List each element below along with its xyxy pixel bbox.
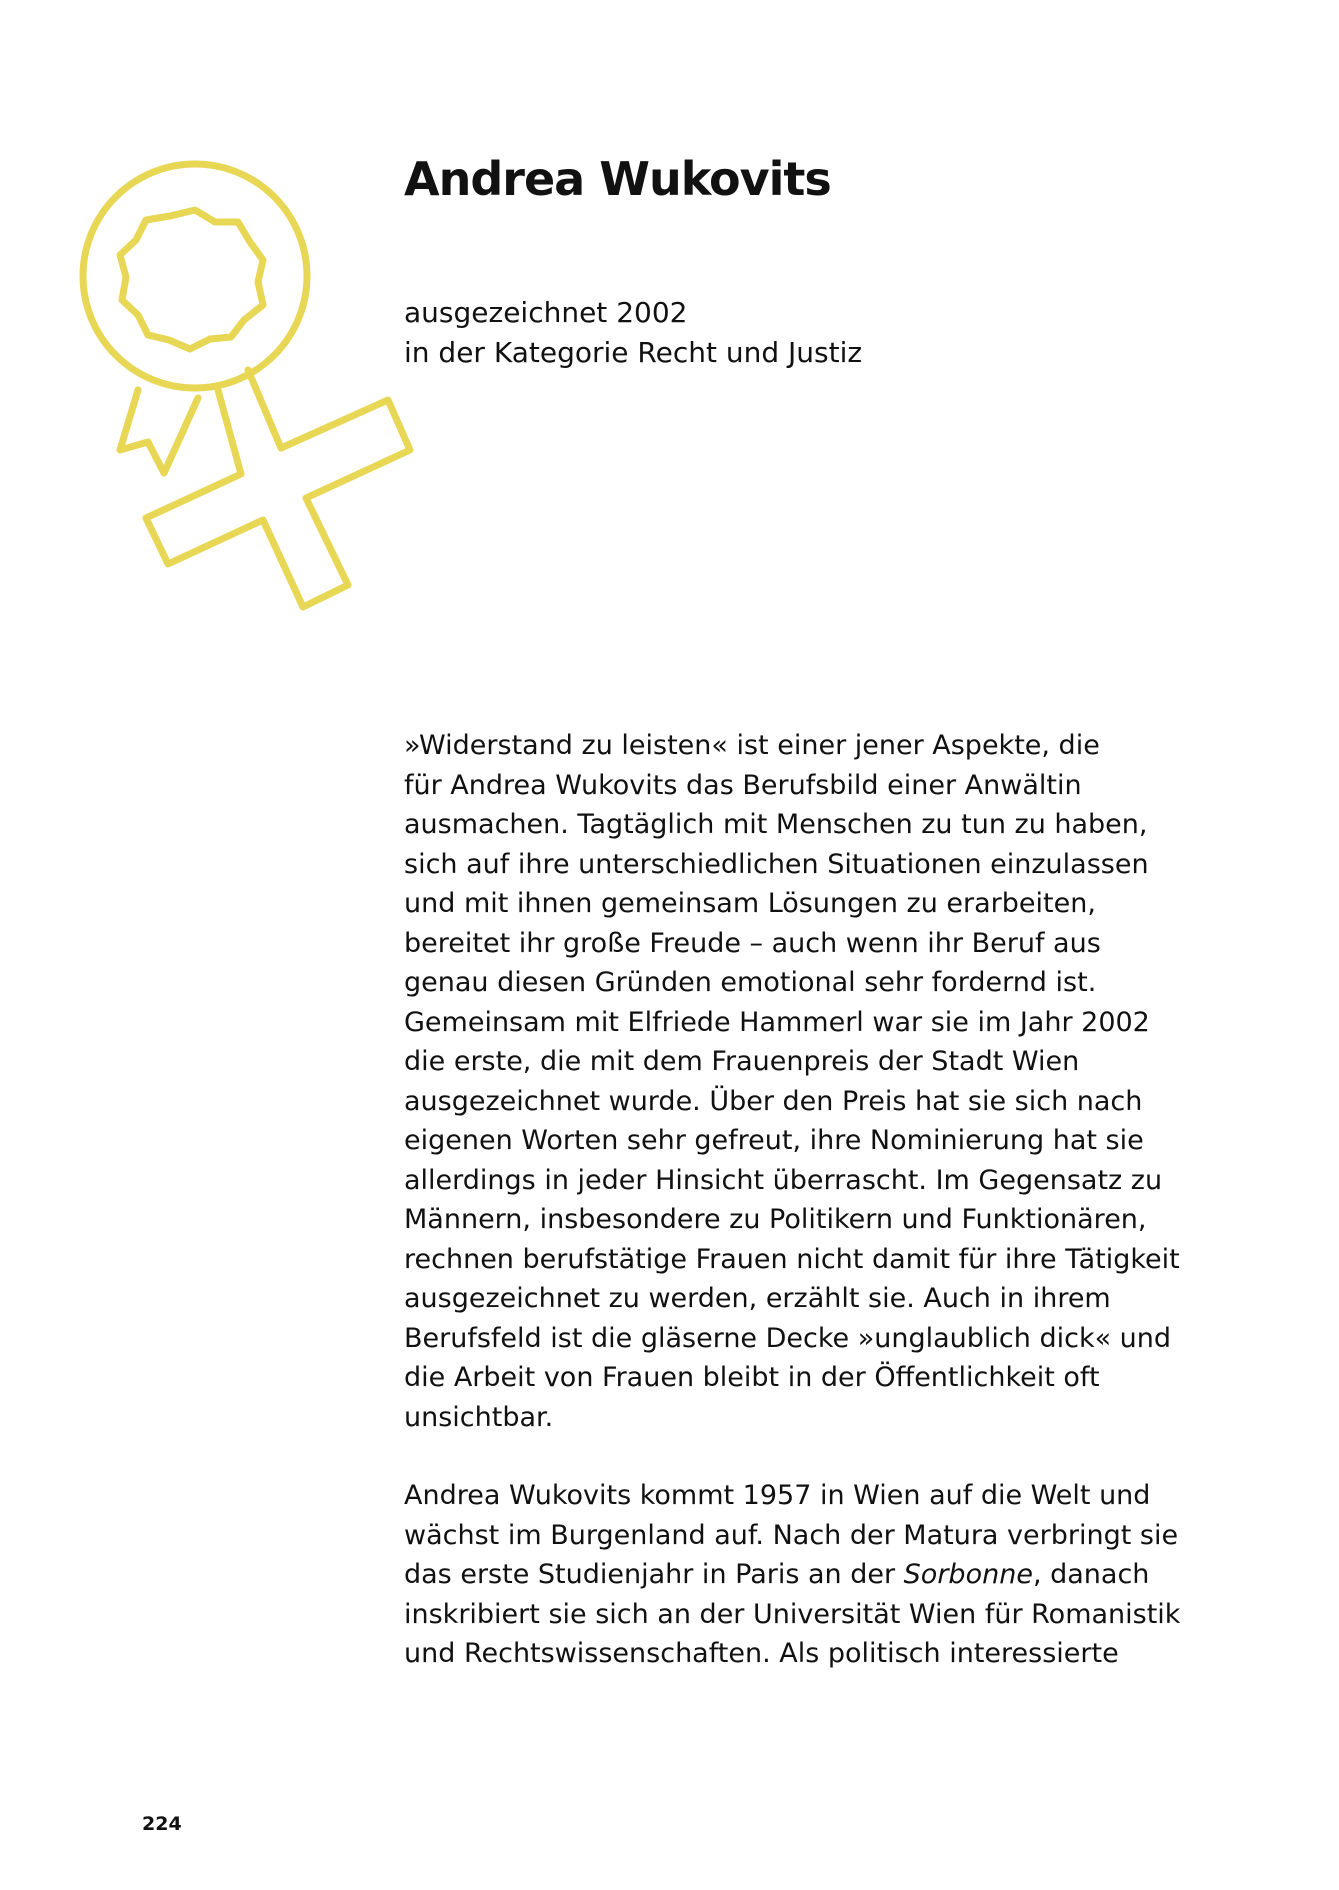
text-line: wächst im Burgenland auf. Nach der Matura verbringt sie [404,1519,1179,1551]
page-title: Andrea Wukovits [404,152,831,206]
text-line: inskribiert sie sich an der Universität Wien für Romanistik [404,1598,1181,1630]
text-line: unsichtbar. [404,1401,554,1433]
award-subtitle [404,293,1204,373]
text-line: allerdings in jeder Hinsicht überrascht. Im Gegensatz zu [404,1164,1163,1196]
text-line: »Widerstand zu leisten« ist einer jener Aspekte, die [404,730,1100,761]
text-line: für Andrea Wukovits das Berufsbild einer Anwältin [404,769,1082,801]
award-category: in der Kategorie Recht und Justiz [404,336,863,369]
text-line: ausmachen. Tagtäglich mit Menschen zu tun zu haben, [404,809,1148,840]
text-line: ausgezeichnet wurde. Über den Preis hat sie sich nach [404,1085,1143,1117]
text-line: die Arbeit von Frauen bleibt in der Öffentlichkeit oft [404,1362,1100,1393]
text-line: sich auf ihre unterschiedlichen Situationen einzulassen [404,848,1149,880]
page-number: 224 [142,1813,182,1835]
text-line: Andrea Wukovits kommt 1957 in Wien auf die Welt und [404,1480,1151,1511]
text-line: eigenen Worten sehr gefreut, ihre Nominierung hat sie [404,1125,1144,1156]
text-line: und Rechtswissenschaften. Als politisch interessierte [404,1638,1119,1669]
award-emblem-icon [78,160,418,630]
text-line: ausgezeichnet zu werden, erzählt sie. Auch in ihrem [404,1283,1111,1314]
award-year: ausgezeichnet 2002 [404,296,688,329]
text-line: bereitet ihr große Freude – auch wenn ihr Beruf aus [404,927,1101,959]
text-run: das erste Studienjahr in Paris an der [404,1559,904,1590]
paragraph-1 [404,726,1204,1437]
paragraph-2 [404,1476,1204,1674]
article-body [404,726,1204,1713]
text-line: und mit ihnen gemeinsam Lösungen zu erarbeiten, [404,888,1096,919]
text-line: rechnen berufstätige Frauen nicht damit für ihre Tätigkeit [404,1243,1180,1275]
text-line: Gemeinsam mit Elfriede Hammerl war sie im Jahr 2002 [404,1006,1150,1038]
text-run: , danach [1032,1559,1150,1590]
text-line: die erste, die mit dem Frauenpreis der Stadt Wien [404,1046,1080,1077]
text-line [404,1555,1204,1595]
text-line: genau diesen Gründen emotional sehr fordernd ist. [404,967,1097,998]
text-line: Männern, insbesondere zu Politikern und Funktionären, [404,1204,1147,1235]
text-line: Berufsfeld ist die gläserne Decke »unglaublich dick« und [404,1322,1172,1354]
sorbonne-italic: Sorbonne [903,1559,1033,1590]
